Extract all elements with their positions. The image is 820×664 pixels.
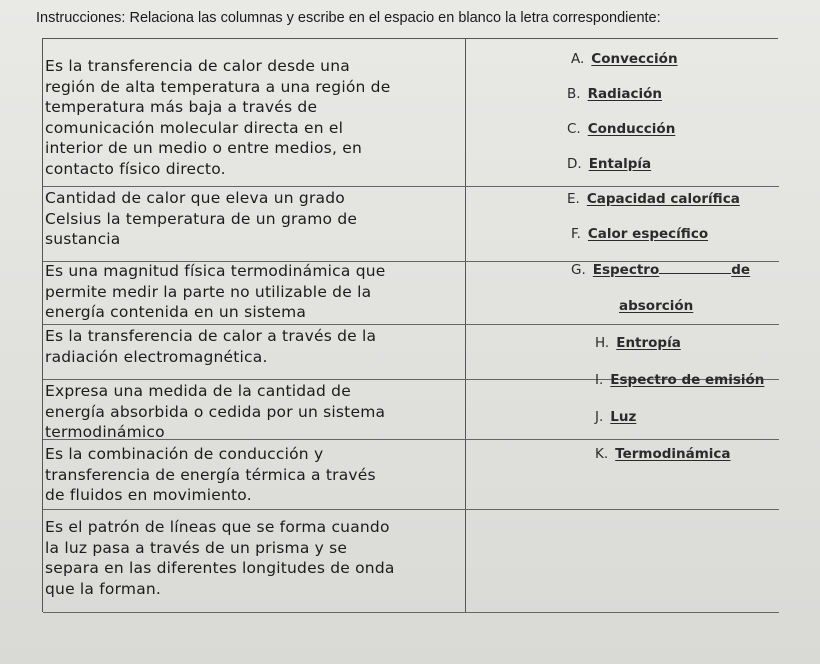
term-letter: K.	[595, 446, 609, 462]
row-divider	[43, 612, 779, 613]
definition-line: la luz pasa a través de un prisma y se	[45, 538, 348, 557]
definition-line: Es la combinación de conducción y	[45, 445, 324, 463]
term-g	[571, 261, 750, 278]
definition-calor-especifico	[45, 188, 463, 250]
definition-line: comunicación molecular directa en el	[45, 118, 344, 137]
definition-espectro-emision	[45, 517, 463, 599]
term-letter: E.	[567, 191, 580, 207]
definition-line: interior de un medio o entre medios, en	[45, 139, 362, 157]
definition-line: Es una magnitud física termodinámica que	[45, 262, 386, 280]
row-divider	[43, 186, 779, 187]
definition-line: permite medir la parte no utilizable de la	[45, 282, 372, 301]
term-c	[567, 121, 675, 137]
definition-line: contacto físico directo.	[45, 159, 226, 178]
term-name: Espectro	[592, 262, 660, 278]
term-name: Espectro de emisión	[610, 372, 765, 388]
definition-conduccion	[45, 56, 463, 179]
term-name: Radiación	[587, 86, 662, 102]
definition-line: sustancia	[45, 230, 121, 248]
term-letter: A.	[571, 51, 585, 67]
definition-line: región de alta temperatura a una región de	[45, 77, 391, 96]
definition-line: de fluidos en movimiento.	[45, 486, 252, 504]
term-i	[595, 372, 764, 388]
term-letter: G.	[571, 262, 586, 278]
term-name: Capacidad calorífica	[586, 191, 740, 207]
definition-radiacion	[45, 326, 463, 367]
definition-line: transferencia de energía térmica a través	[45, 465, 376, 484]
definition-entalpia	[45, 381, 463, 443]
definition-line: energía absorbida o cedida por un sistema	[45, 402, 386, 421]
definition-line: que la forman.	[45, 579, 162, 598]
matching-table	[42, 38, 778, 612]
term-g-continued	[619, 298, 693, 314]
instructions-text: Instrucciones: Relaciona las columnas y escribe en el espacio en blanco la letra correspondiente:	[36, 10, 661, 26]
term-underline-gap	[659, 261, 731, 274]
definition-entropia	[45, 261, 463, 323]
definition-line: termodinámico	[45, 423, 165, 441]
definition-line: Expresa una medida de la cantidad de	[45, 382, 351, 400]
term-letter: C.	[567, 121, 581, 137]
term-letter: H.	[595, 335, 610, 351]
term-letter: F.	[571, 226, 581, 242]
term-letter: I.	[595, 372, 604, 388]
term-name: Entropía	[616, 335, 681, 351]
term-e	[567, 191, 740, 207]
row-divider	[43, 324, 779, 325]
term-letter: D.	[567, 156, 582, 172]
term-letter: B.	[567, 86, 581, 102]
definition-line: separa en las diferentes longitudes de onda	[45, 559, 395, 577]
term-name: Calor específico	[587, 226, 709, 242]
definition-line: Cantidad de calor que eleva un grado	[45, 189, 345, 207]
term-name: Conducción	[587, 121, 676, 137]
term-h	[595, 335, 681, 351]
column-divider	[465, 39, 466, 613]
definition-line: radiación electromagnética.	[45, 347, 268, 366]
definition-line: Es la transferencia de calor a través de la	[45, 327, 377, 345]
term-f	[571, 226, 708, 242]
term-d	[567, 156, 651, 172]
term-b	[567, 86, 662, 102]
term-j	[595, 409, 636, 425]
term-name: Convección	[591, 51, 678, 67]
term-name: Entalpía	[588, 156, 652, 172]
row-divider	[43, 509, 779, 510]
term-name-end: de	[731, 262, 751, 278]
definition-line: Es la transferencia de calor desde una	[45, 57, 350, 75]
term-name-line2: absorción	[619, 298, 694, 314]
definition-line: temperatura más baja a través de	[45, 98, 318, 116]
term-name: Luz	[610, 409, 637, 425]
definition-line: Es el patrón de líneas que se forma cuando	[45, 518, 390, 536]
term-name: Termodinámica	[615, 446, 731, 462]
definition-line: Celsius la temperatura de un gramo de	[45, 209, 358, 228]
term-k	[595, 446, 731, 462]
term-a	[571, 51, 678, 67]
term-letter: J.	[595, 409, 604, 425]
definition-conveccion	[45, 444, 463, 506]
definition-line: energía contenida en un sistema	[45, 303, 307, 321]
